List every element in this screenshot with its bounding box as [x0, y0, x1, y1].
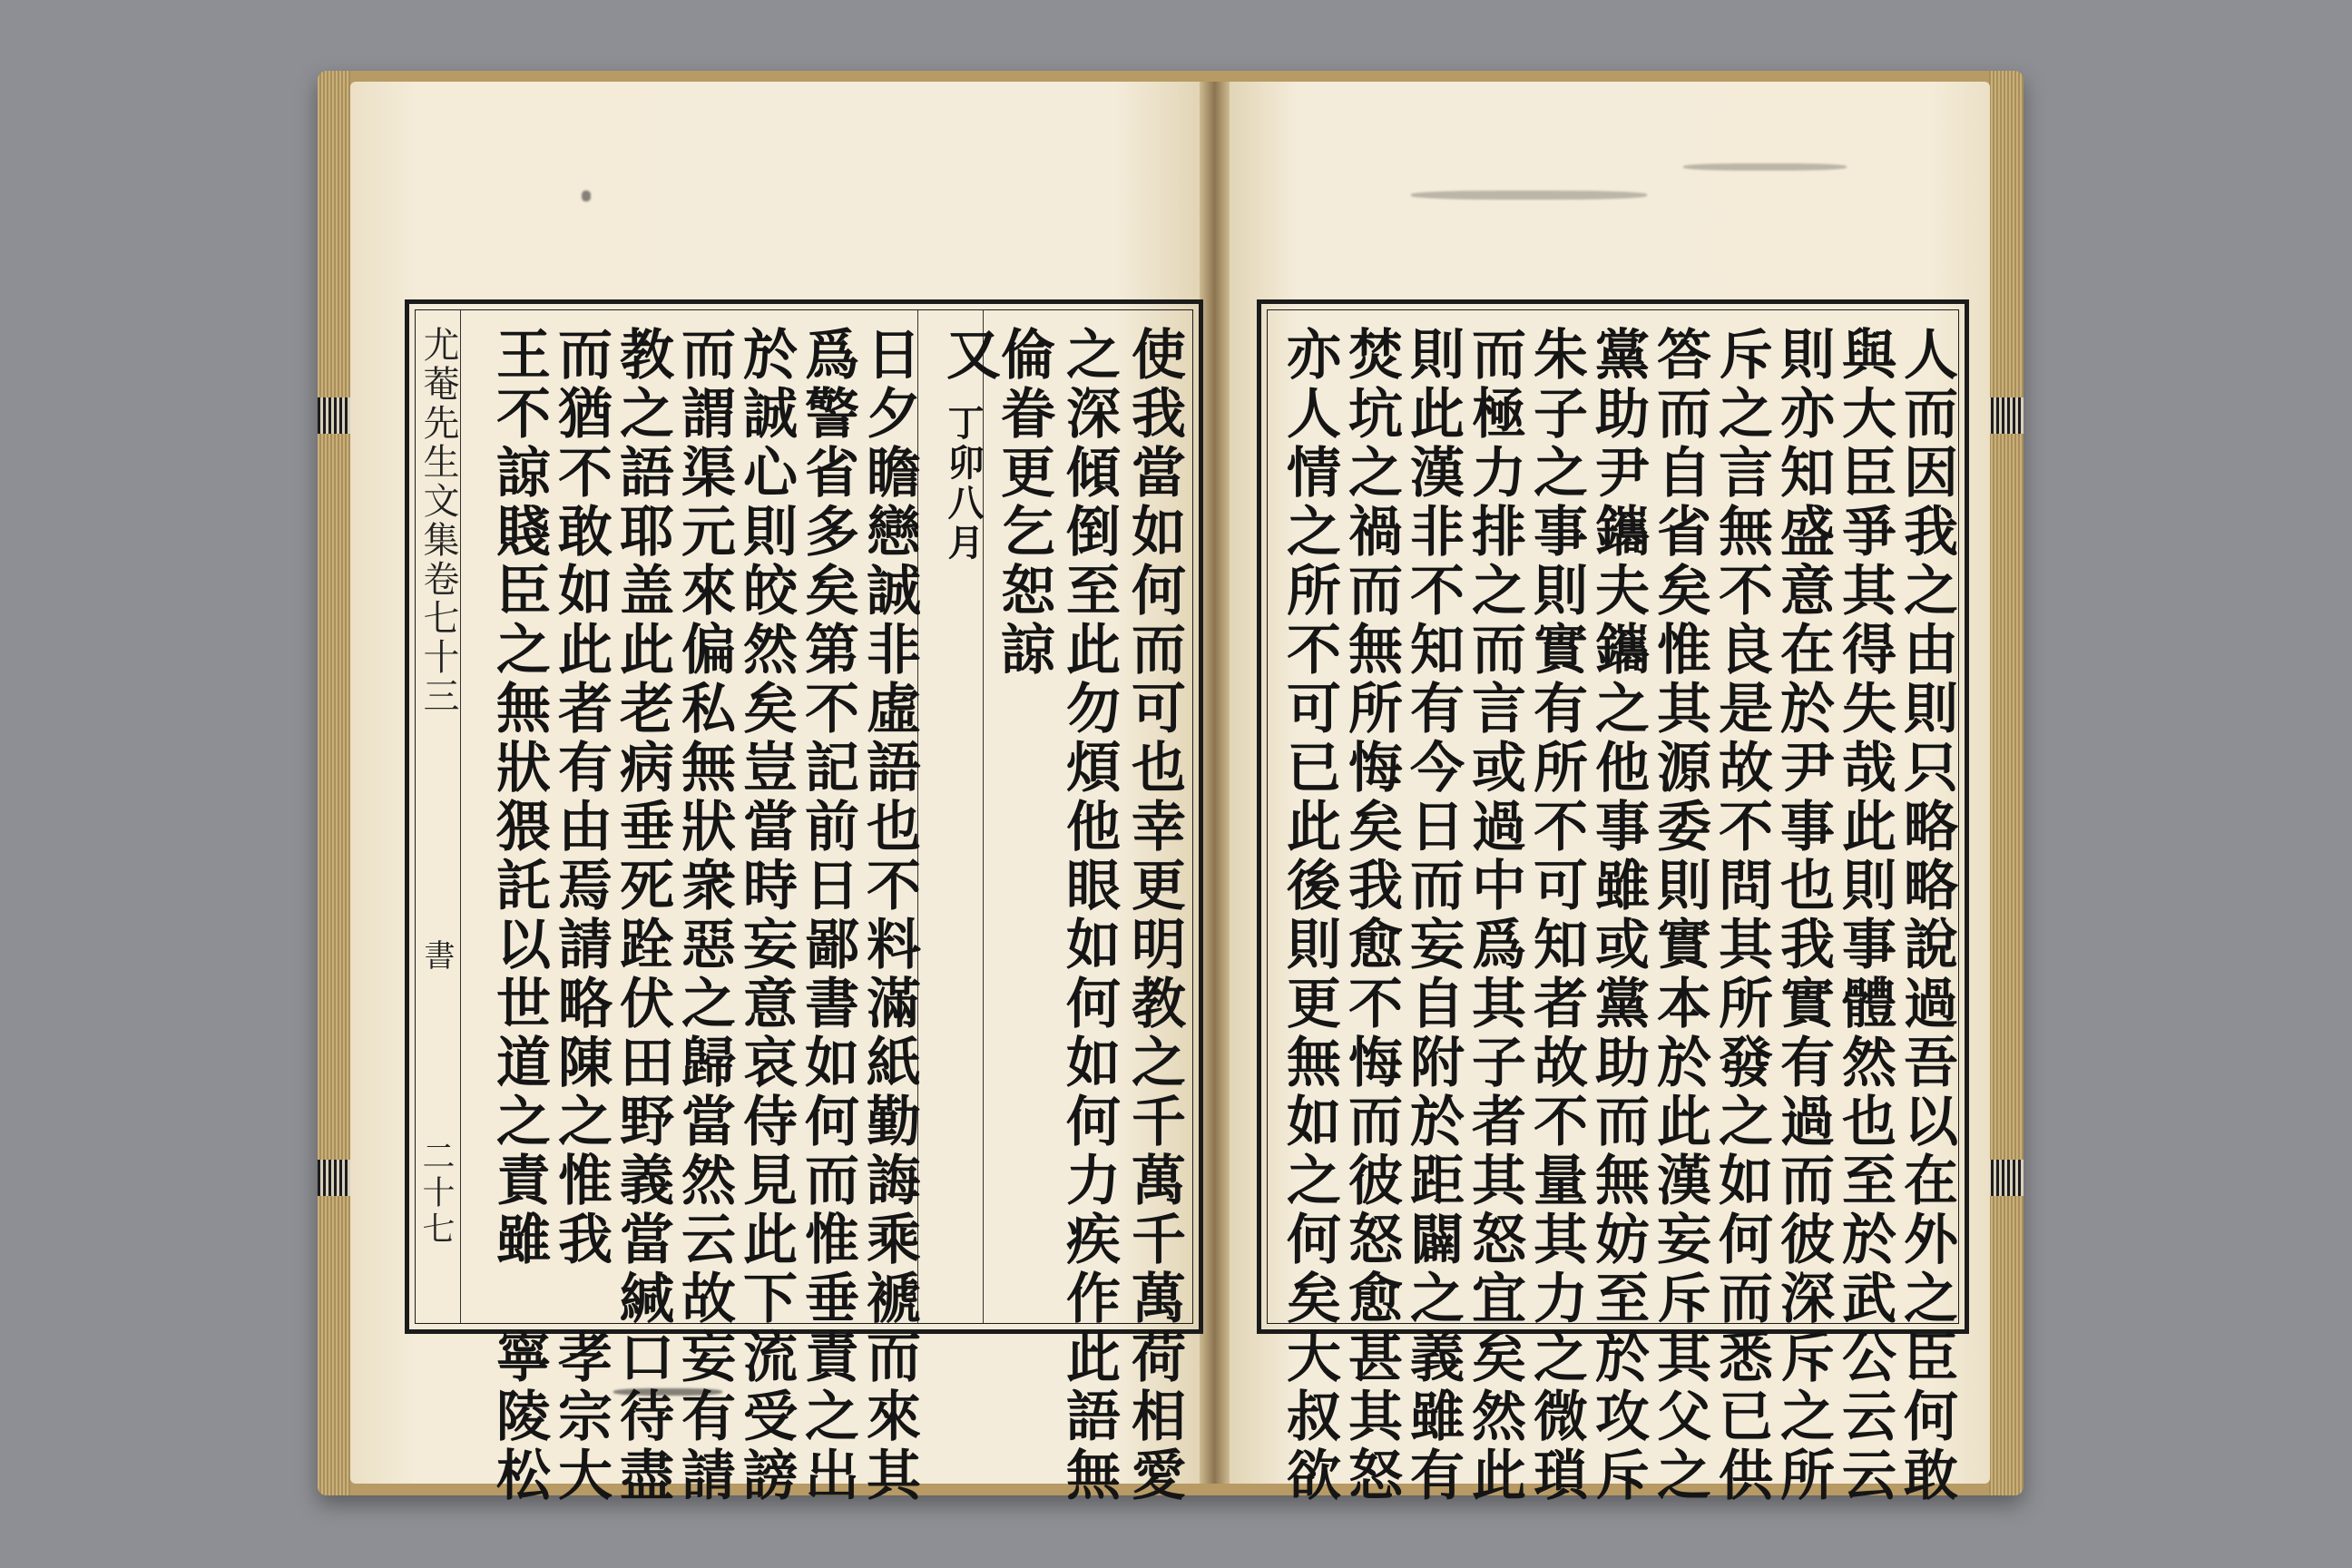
right-col-2: 與大臣爭其得失哉此則事體然也至於武公云云	[1833, 326, 1896, 1505]
column-rule	[983, 309, 984, 1324]
right-col-8: 而極力排之而言或過中爲其子者其怒宜矣然此	[1463, 326, 1526, 1505]
margin-rule	[460, 309, 461, 1324]
left-col-1: 使我當如何而可也幸更明教之千萬千萬荷相愛	[1122, 326, 1186, 1505]
ink-spot	[582, 191, 591, 201]
left-col-6: 爲警省多矣第不記前日鄙書如何而惟垂責之出	[796, 326, 859, 1505]
margin-page-number: 二十七	[417, 1139, 455, 1248]
left-col-8: 而謂渠元來偏私無狀衆惡之歸當然云故妄有請	[672, 326, 736, 1505]
margin-section: 書	[418, 939, 455, 970]
right-col-9: 則此漢非不知有今日而妄自附於距闢之義雖有	[1401, 326, 1465, 1505]
print-frame-left	[405, 299, 1203, 1505]
column-rule	[917, 309, 918, 1324]
left-col-5: 日夕瞻戀誠非虛語也不料滿紙勤誨乘褫而來其	[858, 326, 921, 1505]
right-col-7: 朱子之事則實有所不可知者故不量其力之微瑣	[1524, 326, 1588, 1505]
right-col-6: 黨助尹鑴夫鑴之他事雖或黨助而無妨至於攻斥	[1586, 326, 1650, 1505]
right-col-10: 焚坑之禍而無所悔矣我愈不悔而彼怒愈甚其怒	[1339, 326, 1403, 1505]
left-col-3: 倫眷更乞恕諒	[992, 326, 1055, 680]
page-edges-left	[318, 71, 350, 1495]
right-col-11: 亦人情之所不可已此後則更無如之何矣大叔欲	[1278, 326, 1341, 1505]
letter-date: 丁卯八月	[942, 404, 985, 564]
left-col-7: 於誠心則皎然矣豈當時妄意哀侍見此下流受謗	[734, 326, 798, 1505]
left-page	[350, 82, 1200, 1505]
book-spread	[318, 71, 2024, 1505]
right-col-1: 人而因我之由則只略略說過吾以在外之臣何敢	[1895, 326, 1958, 1505]
letter-heading: 又	[937, 326, 1001, 380]
left-col-9: 教之語耶盖此老病垂死跧伏田野義當緘口待盡	[611, 326, 674, 1505]
margin-title: 尤菴先生文集卷七十三	[417, 326, 459, 716]
ink-smudge-top	[1411, 191, 1647, 200]
left-col-2: 之深傾倒至此勿煩他眼如何如何力疾作此語無	[1057, 326, 1121, 1505]
gutter	[1200, 82, 1230, 1484]
right-page	[1230, 82, 1990, 1505]
right-col-5: 答而自省矣惟其源委則實本於此漢妄斥其父之	[1648, 326, 1711, 1505]
right-col-3: 則亦知盛意在於尹事也我實有過而彼深斥之所	[1771, 326, 1835, 1505]
right-col-4: 斥之言無不良是故不問其所發之如何而悉已供	[1710, 326, 1773, 1505]
left-col-10: 而猶不敢如此者有由焉請略陳之惟我 孝宗大	[549, 326, 612, 1505]
left-col-11: 王不諒賤臣之無狀猥託以世道之責雖 寧陵松	[487, 326, 551, 1505]
ink-smudge-top	[1683, 163, 1847, 171]
print-frame-right	[1257, 299, 1969, 1505]
page-edges-right	[1989, 71, 2024, 1495]
